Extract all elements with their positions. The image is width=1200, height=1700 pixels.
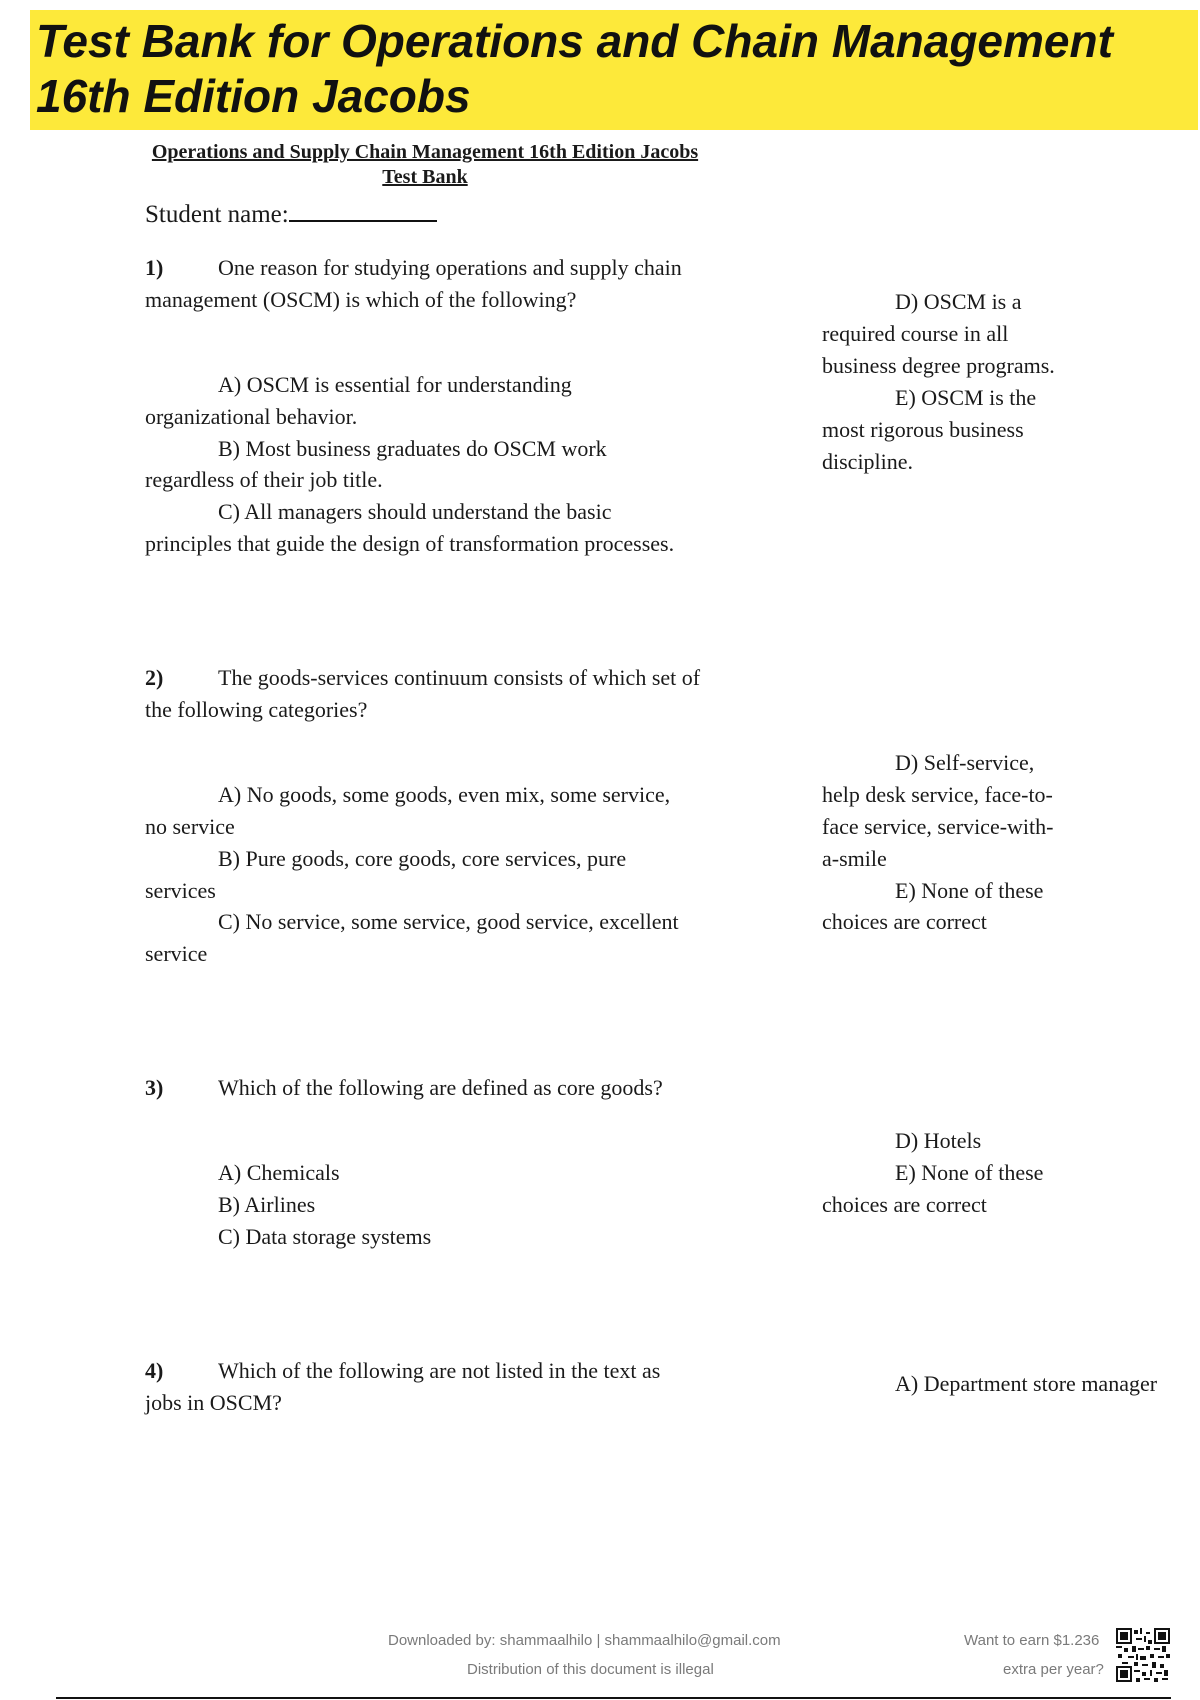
choice-a: no service	[145, 814, 235, 839]
choice-d: D) Hotels	[895, 1128, 982, 1153]
student-name-label: Student name:	[145, 201, 289, 228]
choice-e: choices are correct	[822, 909, 987, 934]
choice-e: choices are correct	[822, 1192, 987, 1217]
bottom-divider	[56, 1697, 1171, 1699]
question-stem: management (OSCM) is which of the following?	[145, 287, 577, 312]
choice-b: regardless of their job title.	[145, 467, 383, 492]
question-number: 3)	[145, 1075, 164, 1100]
qr-code-icon[interactable]	[1116, 1628, 1170, 1682]
choice-d: business degree programs.	[822, 353, 1055, 378]
choice-e: E) OSCM is the	[895, 385, 1037, 410]
choice-b: B) Pure goods, core goods, core services, pure	[218, 846, 627, 871]
choice-a: organizational behavior.	[145, 404, 358, 429]
choice-e: E) None of these	[895, 878, 1044, 903]
choice-a: A) Chemicals	[218, 1160, 340, 1185]
footer-distribution-notice: Distribution of this document is illegal	[467, 1661, 714, 1678]
footer-earn-promo: extra per year?	[1003, 1661, 1104, 1678]
choice-a: A) Department store manager	[895, 1371, 1158, 1396]
question-stem: One reason for studying operations and supply chain	[218, 255, 682, 280]
question-number: 4)	[145, 1358, 164, 1383]
choice-d: a-smile	[822, 846, 887, 871]
choice-d: required course in all	[822, 321, 1009, 346]
choice-d: D) OSCM is a	[895, 289, 1022, 314]
choice-a: A) No goods, some goods, even mix, some service,	[218, 782, 671, 807]
banner-title-line-1: Test Bank for Operations and Chain Management	[36, 15, 1113, 67]
question-stem: jobs in OSCM?	[145, 1390, 282, 1415]
choice-e: discipline.	[822, 449, 914, 474]
choice-d: help desk service, face-to-	[822, 782, 1053, 807]
question-number: 1)	[145, 255, 164, 280]
choice-a: A) OSCM is essential for understanding	[218, 372, 572, 397]
choice-e: most rigorous business	[822, 417, 1024, 442]
banner-title-line-2: 16th Edition Jacobs	[36, 70, 471, 122]
choice-d: D) Self-service,	[895, 750, 1035, 775]
choice-c: C) All managers should understand the basic	[218, 499, 612, 524]
choice-b: B) Most business graduates do OSCM work	[218, 436, 607, 461]
choice-c: C) No service, some service, good service, excellent	[218, 909, 679, 934]
footer-earn-promo: Want to earn $1.236	[964, 1632, 1100, 1649]
choice-c: service	[145, 941, 208, 966]
student-name-blank	[289, 200, 437, 222]
choice-c: C) Data storage systems	[218, 1224, 432, 1249]
question-stem: Which of the following are not listed in the text as	[218, 1358, 661, 1383]
question-stem: Which of the following are defined as core goods?	[218, 1075, 663, 1100]
choice-b: services	[145, 878, 216, 903]
question-stem: the following categories?	[145, 697, 368, 722]
document-subtitle: Test Bank	[382, 166, 468, 188]
question-number: 2)	[145, 665, 164, 690]
footer-downloaded-by: Downloaded by: shammaalhilo | shammaalhilo@gmail.com	[388, 1632, 781, 1649]
title-banner	[30, 10, 1198, 130]
question-stem: The goods-services continuum consists of which set of	[218, 665, 701, 690]
choice-b: B) Airlines	[218, 1192, 316, 1217]
choice-e: E) None of these	[895, 1160, 1044, 1185]
document-title: Operations and Supply Chain Management 16th Edition Jacobs	[151, 141, 699, 163]
student-name-row	[145, 200, 437, 229]
choice-c: principles that guide the design of transformation processes.	[145, 531, 675, 556]
choice-d: face service, service-with-	[822, 814, 1054, 839]
